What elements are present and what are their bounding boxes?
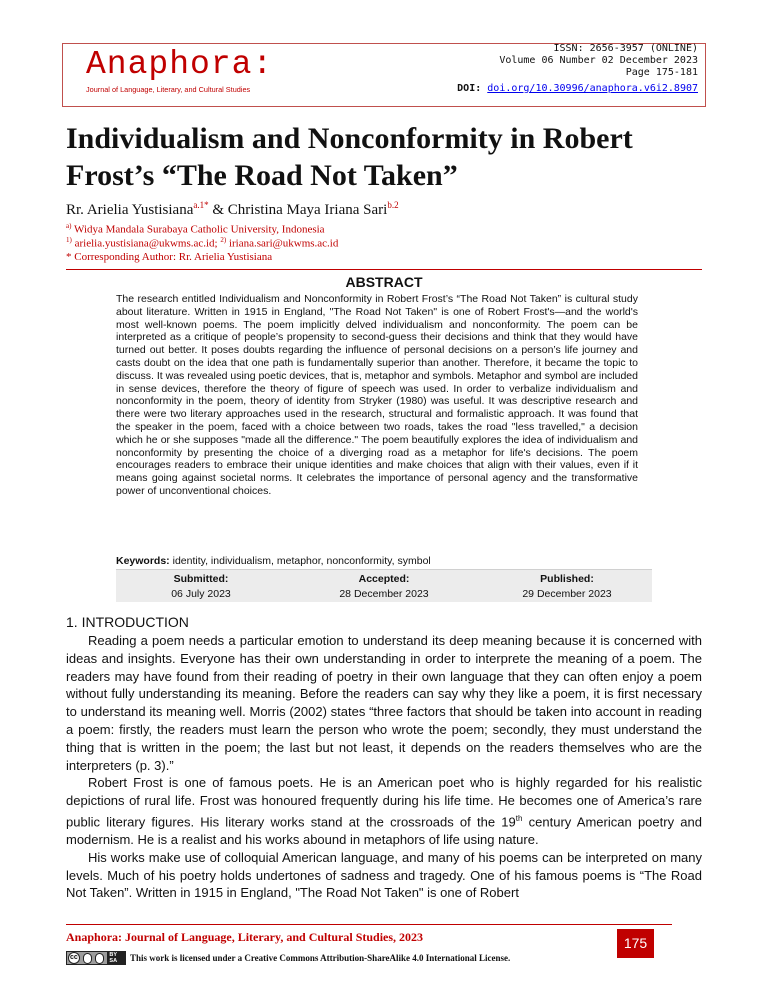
accepted-value: 28 December 2023 — [339, 588, 429, 600]
intro-paragraph-2-part2: century American poetry and modernism. He is a realist and his works abound in metaphors of life using nature. — [66, 814, 702, 848]
intro-paragraph-1: Reading a poem needs a particular emotion to understand its deep meaning because it is concerned with ideas and insights. Everyone has their own understanding in order to interprete the meaning of a poem. The readers may have found from their reading of poetry in their own language that they can often enjoy a poem without fully understanding its meaning. Before the readers can say why they like a poem, it is first necessary to understand its meaning well. Morris (2002) states “three factors that should be taken into account in reading a poem: firstly, the readers must learn the person who wrote the poem; secondly, they must understand the thing that is written in the poem; the last but not least, it depends on the readers themselves who are the interpreters (p. 3).” — [66, 633, 702, 773]
intro-paragraph-2-part1: Robert Frost is one of famous poets. He is an American poet who is highly regarded for his realistic depictions of rural life. Frost was honoured frequently during his life time. He becomes one of America’s rare public literary figures. His literary works stand at the crossroads of the 19 — [66, 775, 702, 830]
volume-text: Volume 06 Number 02 December 2023 — [499, 55, 698, 66]
accepted-date — [299, 570, 469, 602]
published-label: Published: — [540, 573, 594, 585]
abstract-heading: ABSTRACT — [345, 274, 423, 290]
intro-paragraph-2 — [66, 774, 702, 849]
doi-line — [457, 83, 698, 94]
journal-logo-subtitle: Journal of Language, Literary, and Cultural Studies — [86, 85, 251, 94]
abstract-top-rule — [66, 269, 702, 270]
cc-license-badge[interactable] — [66, 951, 126, 965]
author-2: Christina Maya Iriana Sari — [227, 202, 388, 218]
doi-link[interactable]: doi.org/10.30996/anaphora.v6i2.8907 — [487, 83, 698, 94]
doi-label: DOI: — [457, 83, 482, 94]
affiliation-line — [66, 222, 325, 236]
attribution-icon — [83, 953, 92, 964]
article-title-line2: Frost’s “The Road Not Taken” — [66, 159, 458, 192]
license-text: This work is licensed under a Creative Commons Attribution-ShareAlike 4.0 International License. — [130, 953, 511, 963]
article-title-line1: Individualism and Nonconformity in Robert — [66, 122, 633, 155]
keywords-line — [116, 555, 638, 567]
email-2-mark: 2) — [220, 236, 227, 244]
issn-text: ISSN: 2656-3957 (ONLINE) — [553, 43, 698, 54]
footer-journal-citation: Anaphora: Journal of Language, Literary, and Cultural Studies, 2023 — [66, 930, 424, 944]
introduction-body — [66, 632, 702, 902]
journal-logo-name: Anaphora: — [86, 46, 274, 83]
submitted-label: Submitted: — [173, 573, 229, 585]
accepted-label: Accepted: — [358, 573, 410, 585]
corresponding-author: * Corresponding Author: Rr. Arielia Yustisiana — [66, 251, 273, 263]
section-heading-introduction: 1. INTRODUCTION — [66, 614, 189, 630]
dates-band — [116, 569, 652, 602]
footer-rule — [66, 924, 672, 925]
affiliation-text: Widya Mandala Surabaya Catholic University, Indonesia — [71, 223, 325, 236]
keywords-list: identity, individualism, metaphor, nonconformity, symbol — [169, 555, 431, 567]
sharealike-icon — [95, 953, 104, 964]
submitted-value: 06 July 2023 — [171, 588, 231, 600]
email-1-mark: 1) — [66, 236, 72, 244]
email-1[interactable]: arielia.yustisiana@ukwms.ac.id; — [71, 237, 221, 250]
author-separator: & — [208, 202, 228, 218]
article-title — [66, 120, 706, 194]
author-1-affil-mark: a.1* — [193, 200, 209, 210]
page-number: 175 — [617, 929, 654, 958]
pages-text: Page 175-181 — [625, 67, 698, 78]
keywords-label: Keywords: — [116, 555, 170, 567]
intro-paragraph-2-superscript: th — [515, 813, 523, 823]
cc-badge-text: BY SA — [107, 952, 125, 964]
email-line — [66, 236, 338, 250]
author-1: Rr. Arielia Yustisiana — [66, 202, 194, 218]
submitted-date — [116, 570, 286, 602]
intro-paragraph-3: His works make use of colloquial American language, and many of his poems can be interpreted on many levels. Much of his poetry holds undertones of sadness and tragedy. One of his famous poems is “The Road Not Taken”. Written in 1915 in England, "The Road Not Taken" is one of Robert — [66, 849, 702, 901]
affiliation-mark: a) — [66, 222, 72, 230]
published-value: 29 December 2023 — [522, 588, 612, 600]
author-line — [66, 200, 399, 219]
abstract-text: The research entitled Individualism and Nonconformity in Robert Frost’s “The Road Not Taken” is cultural study about literature. Written in 1915 in England, "The Road Not Taken" is one of Robert Frost's—and the world's most well-known poems. The poem implicitly delved individualism and nonconformity. The poem can be interpreted as a critique of people’s propensity to second-guess their decisions and think that they would have turned out better. It poses doubts regarding the influence of personal decisions on a person’s life journey and casts doubt on the idea that one path is fundamentally superior than another. Therefore, it became the topic to discuss. It was revealed using poetic devices, that is, metaphor and symbols. Metaphor and symbol are included in sense devices, therefore the theory of figure of speech was used. In order to verbalize individualism and nonconformity in the poem, theory of identity from Stryker (1980) was useful. It was descriptive research and there were two literary approaches used in the research, structural and formalistic approach. It was found that the speaker in the poem, faced with a choice between two roads, takes the road "less travelled," a decision which he or she supposes "made all the difference." The poem beautifully explores the idea of individualism and nonconformity by presenting the choice of a diverging road as a metaphor for life's decisions. The poem encourages readers to embrace their unique identities and make choices that align with their values, even if it means going against societal norms. It celebrates the importance of personal agency and the transformative power of unconventional choices. — [116, 293, 638, 497]
email-2[interactable]: iriana.sari@ukwms.ac.id — [226, 237, 339, 250]
author-2-affil-mark: b.2 — [387, 200, 399, 210]
published-date — [482, 570, 652, 602]
cc-icon: cc — [68, 952, 80, 964]
